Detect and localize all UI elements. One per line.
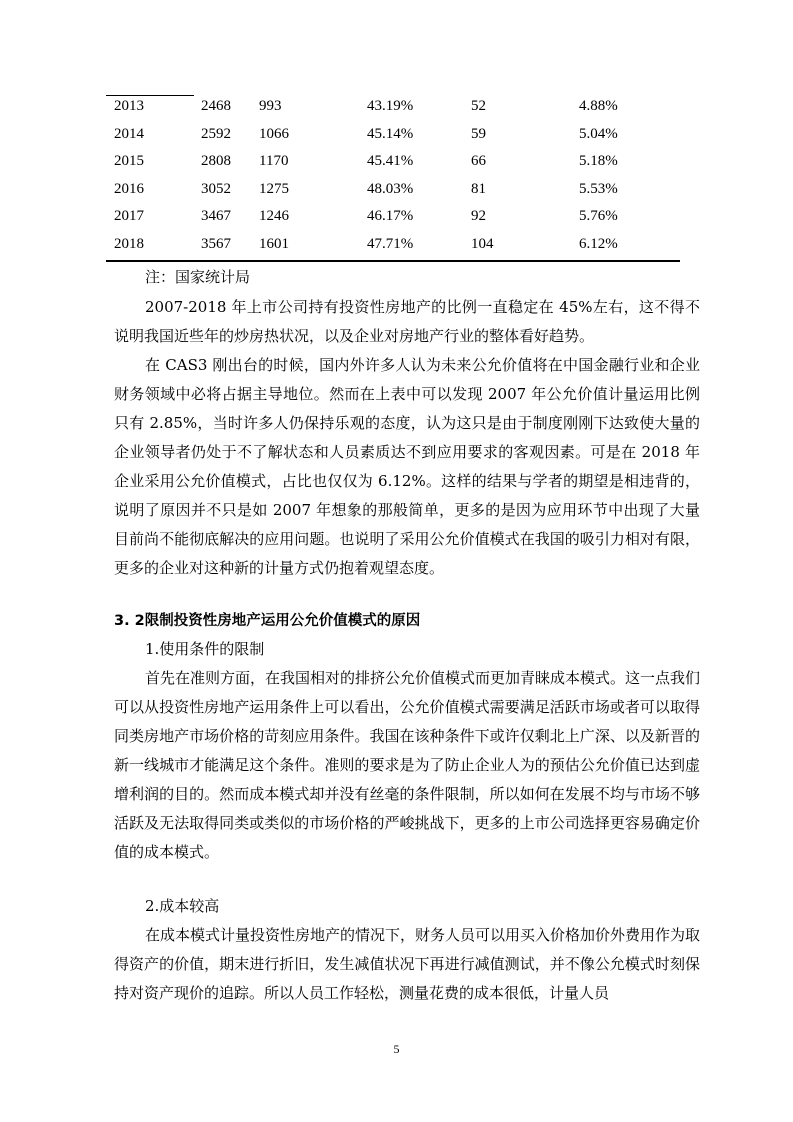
table-cell: 46.17% bbox=[367, 208, 414, 224]
table-cell: 2017 bbox=[114, 208, 144, 224]
table-row bbox=[114, 150, 680, 178]
table-cell: 3567 bbox=[201, 235, 231, 252]
table-cell: 2015 bbox=[114, 153, 144, 169]
table-cell: 2468 bbox=[201, 98, 231, 114]
table-cell: 66 bbox=[471, 153, 486, 169]
table-cell: 45.14% bbox=[367, 125, 414, 142]
body-paragraph: 在成本模式计量投资性房地产的情况下，财务人员可以用买入价格加价外费用作为取得资产的价值，期末进行折旧，发生减值状况下再进行减值测试，并不像公允模式时刻保持对资产现价的追踪。所以人员工作轻松，测量花费的成本很低，计量人员 bbox=[114, 926, 701, 1002]
table-cell: 47.71% bbox=[367, 235, 414, 252]
table-cell: 1066 bbox=[259, 125, 289, 142]
table-row bbox=[114, 205, 680, 233]
body-paragraph: 2007-2018 年上市公司持有投资性房地产的比例一直稳定在 45%左右，这不得不说明我国近些年的炒房热状况，以及企业对房地产行业的整体看好趋势。 bbox=[114, 298, 700, 345]
table-cell: 5.53% bbox=[579, 180, 618, 197]
table-cell: 48.03% bbox=[367, 180, 414, 197]
table-cell: 2014 bbox=[114, 125, 144, 142]
table-cell: 6.12% bbox=[579, 235, 618, 252]
table-cell: 43.19% bbox=[367, 98, 414, 114]
table-cell: 81 bbox=[471, 180, 486, 197]
table-bottom-rule bbox=[106, 260, 680, 262]
table-cell: 3052 bbox=[201, 180, 231, 197]
table-cell: 1275 bbox=[259, 180, 289, 197]
table-row bbox=[114, 95, 680, 123]
section-heading: 3. 2限制投资性房地产运用公允价值模式的原因 bbox=[114, 613, 421, 629]
table-cell: 2016 bbox=[114, 180, 144, 197]
table-row bbox=[114, 123, 680, 151]
statistics-table bbox=[114, 95, 680, 260]
table-cell: 59 bbox=[471, 125, 486, 142]
table-source-note: 注：国家统计局 bbox=[145, 268, 251, 286]
body-paragraph: 在 CAS3 刚出台的时候，国内外许多人认为未来公允价值将在中国金融行业和企业财务领域中必将占据主导地位。然而在上表中可以发现 2007 年公允价值计量运用比例只有 2.85%，当时许多人仍保持乐观的态度，认为这只是由于制度刚刚下达致使大量的企业领导者仍处于不了解状态和人员素质达不到应用要求的客观因素。可是在 2018 年企业采用公允价值模式，占比也仅仅为 6.12%。这样的结果与学者的期望是相违背的，说明了原因并不只是如 2007 年想象的那般简单，更多的是因为应用环节中出现了大量目前尚不能彻底解决的应用问题。也说明了采用公允价值模式在我国的吸引力相对有限，更多的企业对这种新的计量方式仍抱着观望态度。 bbox=[114, 356, 700, 577]
table-cell: 3467 bbox=[201, 208, 231, 224]
table-cell: 45.41% bbox=[367, 153, 414, 169]
page-number: 5 bbox=[393, 1042, 400, 1056]
table-cell: 2018 bbox=[114, 235, 144, 252]
table-cell: 5.04% bbox=[579, 125, 618, 142]
table-row bbox=[114, 178, 680, 206]
table-cell: 5.18% bbox=[579, 153, 618, 169]
table-cell: 5.76% bbox=[579, 208, 618, 224]
table-cell: 1601 bbox=[259, 235, 289, 252]
table-cell: 1246 bbox=[259, 208, 289, 224]
body-paragraph: 首先在准则方面，在我国相对的排挤公允价值模式而更加青睐成本模式。这一点我们可以从投资性房地产运用条件上可以看出，公允价值模式需要满足活跃市场或者可以取得同类房地产市场价格的苛刻应用条件。我国在该种条件下或许仅剩北上广深、以及新晋的新一线城市才能满足这个条件。准则的要求是为了防止企业人为的预估公允价值已达到虚增利润的目的。然而成本模式却并没有丝毫的条件限制，所以如何在发展不均与市场不够活跃及无法取得同类或类似的市场价格的严峻挑战下，更多的上市公司选择更容易确定价值的成本模式。 bbox=[114, 669, 701, 861]
table-cell: 104 bbox=[471, 235, 494, 252]
table-cell: 2808 bbox=[201, 153, 231, 169]
subsection-title: 2.成本较高 bbox=[145, 897, 220, 915]
table-cell: 993 bbox=[259, 98, 282, 114]
table-cell: 92 bbox=[471, 208, 486, 224]
table-cell: 2592 bbox=[201, 125, 231, 142]
table-cell: 1170 bbox=[259, 153, 289, 169]
table-cell: 4.88% bbox=[579, 98, 618, 114]
table-cell: 52 bbox=[471, 98, 486, 114]
subsection-title: 1.使用条件的限制 bbox=[145, 640, 265, 658]
table-cell: 2013 bbox=[114, 98, 144, 114]
table-row bbox=[114, 233, 680, 261]
